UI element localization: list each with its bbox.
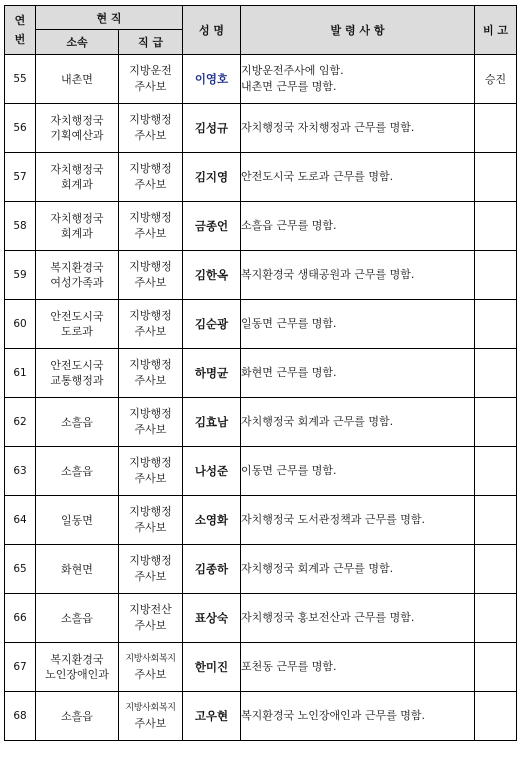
cell-remarks xyxy=(475,398,517,447)
cell-appointment-order xyxy=(241,349,475,398)
cell-rank xyxy=(119,496,183,545)
cell-serial-number: 64 xyxy=(5,496,36,545)
cell-remarks xyxy=(475,349,517,398)
cell-serial-number: 63 xyxy=(5,447,36,496)
appointment-order-line: 일동면 근무를 명함. xyxy=(241,317,337,330)
affiliation-line: 자치행정국 xyxy=(50,163,104,176)
affiliation-line: 내촌면 xyxy=(61,72,93,86)
cell-affiliation xyxy=(36,300,119,349)
cell-rank xyxy=(119,398,183,447)
cell-remarks xyxy=(475,643,517,692)
table-row xyxy=(5,104,517,153)
affiliation-line: 노인장애인과 xyxy=(45,668,109,681)
cell-serial-number: 62 xyxy=(5,398,36,447)
rank-line: 주사보 xyxy=(134,325,167,338)
cell-rank xyxy=(119,104,183,153)
rank-line: 주사보 xyxy=(134,129,167,142)
cell-serial-number: 61 xyxy=(5,349,36,398)
cell-name: 소영화 xyxy=(183,496,241,545)
rank-line: 주사보 xyxy=(134,423,167,436)
cell-serial-number: 57 xyxy=(5,153,36,202)
header-rank: 직 급 xyxy=(119,30,183,55)
appointment-order-line: 이동면 근무를 명함. xyxy=(241,464,337,477)
rank-line: 지방행정 xyxy=(129,211,172,224)
cell-serial-number: 58 xyxy=(5,202,36,251)
appointment-order-line: 자치행정국 회계과 근무를 명함. xyxy=(241,415,394,428)
table-row xyxy=(5,300,517,349)
cell-affiliation xyxy=(36,447,119,496)
rank-line: 주사보 xyxy=(134,521,167,534)
appointment-order-line: 안전도시국 도로과 근무를 명함. xyxy=(241,170,394,183)
cell-remarks xyxy=(475,594,517,643)
cell-name: 고우현 xyxy=(183,692,241,741)
cell-name: 김성규 xyxy=(183,104,241,153)
rank-line: 주사보 xyxy=(134,374,167,387)
rank-line: 지방행정 xyxy=(129,162,172,175)
affiliation-line: 안전도시국 xyxy=(50,359,104,372)
appointment-order-line: 화현면 근무를 명함. xyxy=(241,366,337,379)
header-serial-number xyxy=(5,6,36,55)
cell-rank xyxy=(119,55,183,104)
affiliation-line: 자치행정국 xyxy=(50,212,104,225)
rank-line: 주사보 xyxy=(134,472,167,485)
cell-remarks xyxy=(475,496,517,545)
cell-affiliation xyxy=(36,398,119,447)
cell-appointment-order xyxy=(241,55,475,104)
affiliation-line: 일동면 xyxy=(61,513,93,527)
cell-affiliation xyxy=(36,496,119,545)
cell-appointment-order xyxy=(241,104,475,153)
cell-affiliation xyxy=(36,349,119,398)
cell-serial-number: 60 xyxy=(5,300,36,349)
header-serial-char-1: 연 xyxy=(14,14,26,27)
cell-appointment-order xyxy=(241,398,475,447)
cell-name: 김효남 xyxy=(183,398,241,447)
rank-line: 지방행정 xyxy=(129,505,172,518)
header-current-position: 현 직 xyxy=(36,6,183,30)
cell-affiliation xyxy=(36,692,119,741)
cell-appointment-order xyxy=(241,496,475,545)
cell-remarks xyxy=(475,104,517,153)
table-row xyxy=(5,398,517,447)
rank-line: 주사보 xyxy=(134,227,167,240)
cell-appointment-order xyxy=(241,202,475,251)
table-row xyxy=(5,349,517,398)
cell-name: 김한옥 xyxy=(183,251,241,300)
cell-remarks xyxy=(475,202,517,251)
cell-name: 금종언 xyxy=(183,202,241,251)
cell-appointment-order xyxy=(241,251,475,300)
cell-name: 이영호 xyxy=(183,55,241,104)
cell-name: 김지영 xyxy=(183,153,241,202)
cell-affiliation xyxy=(36,153,119,202)
rank-line: 주사보 xyxy=(134,178,167,191)
affiliation-line: 복지환경국 xyxy=(50,261,104,274)
cell-name: 표상숙 xyxy=(183,594,241,643)
header-affiliation: 소속 xyxy=(36,30,119,55)
affiliation-line: 회계과 xyxy=(61,227,93,240)
cell-appointment-order xyxy=(241,643,475,692)
rank-line: 주사보 xyxy=(134,570,167,583)
cell-appointment-order xyxy=(241,447,475,496)
appointment-order-line: 소흘읍 근무를 명함. xyxy=(241,219,337,232)
rank-line: 지방사회복지 xyxy=(125,654,176,664)
affiliation-line: 안전도시국 xyxy=(50,310,104,323)
rank-line: 지방행정 xyxy=(129,309,172,322)
cell-appointment-order xyxy=(241,300,475,349)
header-name: 성 명 xyxy=(183,6,241,55)
cell-remarks xyxy=(475,447,517,496)
cell-remarks xyxy=(475,692,517,741)
table-row xyxy=(5,692,517,741)
cell-name: 한미진 xyxy=(183,643,241,692)
appointment-order-line: 복지환경국 노인장애인과 근무를 명함. xyxy=(241,709,426,722)
cell-remarks: 승진 xyxy=(475,55,517,104)
cell-affiliation xyxy=(36,202,119,251)
cell-rank xyxy=(119,643,183,692)
rank-line: 지방행정 xyxy=(129,407,172,420)
affiliation-line: 도로과 xyxy=(61,325,93,338)
appointment-order-line: 자치행정국 도서관정책과 근무를 명함. xyxy=(241,513,426,526)
rank-line: 지방행정 xyxy=(129,113,172,126)
rank-line: 주사보 xyxy=(134,276,167,289)
cell-serial-number: 66 xyxy=(5,594,36,643)
affiliation-line: 회계과 xyxy=(61,178,93,191)
rank-line: 지방전산 xyxy=(129,603,172,616)
cell-appointment-order xyxy=(241,692,475,741)
cell-name: 나성준 xyxy=(183,447,241,496)
appointment-order-line: 자치행정국 회계과 근무를 명함. xyxy=(241,562,394,575)
cell-affiliation xyxy=(36,594,119,643)
rank-line: 지방행정 xyxy=(129,260,172,273)
table-body xyxy=(5,55,517,741)
table-row xyxy=(5,496,517,545)
affiliation-line: 소흘읍 xyxy=(61,415,93,429)
cell-name: 하명균 xyxy=(183,349,241,398)
header-remarks: 비 고 xyxy=(475,6,517,55)
affiliation-line: 자치행정국 xyxy=(50,114,104,127)
affiliation-line: 복지환경국 xyxy=(50,653,104,666)
cell-remarks xyxy=(475,300,517,349)
cell-affiliation xyxy=(36,643,119,692)
cell-name: 김순광 xyxy=(183,300,241,349)
table-row xyxy=(5,594,517,643)
header-serial-char-2: 번 xyxy=(14,33,26,46)
appointment-order-line: 복지환경국 생태공원과 근무를 명함. xyxy=(241,268,415,281)
cell-serial-number: 67 xyxy=(5,643,36,692)
affiliation-line: 소흘읍 xyxy=(61,709,93,723)
table-header xyxy=(5,6,517,55)
cell-appointment-order xyxy=(241,594,475,643)
affiliation-line: 소흘읍 xyxy=(61,464,93,478)
cell-remarks xyxy=(475,545,517,594)
cell-rank xyxy=(119,153,183,202)
cell-serial-number: 65 xyxy=(5,545,36,594)
table-row xyxy=(5,202,517,251)
cell-affiliation xyxy=(36,545,119,594)
cell-appointment-order xyxy=(241,153,475,202)
table-row xyxy=(5,643,517,692)
appointment-order-line: 내촌면 근무를 명함. xyxy=(241,80,337,93)
cell-affiliation xyxy=(36,55,119,104)
cell-affiliation xyxy=(36,251,119,300)
table-row xyxy=(5,153,517,202)
rank-line: 주사보 xyxy=(134,717,167,730)
rank-line: 지방행정 xyxy=(129,358,172,371)
table-row xyxy=(5,55,517,104)
appointment-order-line: 자치행정국 홍보전산과 근무를 명함. xyxy=(241,611,415,624)
affiliation-line: 교통행정과 xyxy=(50,374,104,387)
appointment-order-line: 자치행정국 자치행정과 근무를 명함. xyxy=(241,121,415,134)
affiliation-line: 소흘읍 xyxy=(61,611,93,625)
cell-affiliation xyxy=(36,104,119,153)
cell-rank xyxy=(119,300,183,349)
cell-rank xyxy=(119,692,183,741)
cell-serial-number: 56 xyxy=(5,104,36,153)
affiliation-line: 화현면 xyxy=(61,562,93,576)
cell-rank xyxy=(119,202,183,251)
rank-line: 지방사회복지 xyxy=(125,703,176,713)
cell-serial-number: 59 xyxy=(5,251,36,300)
cell-serial-number: 55 xyxy=(5,55,36,104)
cell-name: 김종하 xyxy=(183,545,241,594)
personnel-order-table xyxy=(4,5,517,741)
header-appointment-order: 발 령 사 항 xyxy=(241,6,475,55)
rank-line: 주사보 xyxy=(134,668,167,681)
appointment-order-line: 포천동 근무를 명함. xyxy=(241,660,337,673)
cell-rank xyxy=(119,251,183,300)
affiliation-line: 기획예산과 xyxy=(50,129,104,142)
appointment-order-line: 지방운전주사에 임함. xyxy=(241,64,344,77)
cell-rank xyxy=(119,349,183,398)
rank-line: 주사보 xyxy=(134,619,167,632)
cell-rank xyxy=(119,545,183,594)
cell-remarks xyxy=(475,153,517,202)
rank-line: 지방행정 xyxy=(129,456,172,469)
table-row xyxy=(5,545,517,594)
cell-remarks xyxy=(475,251,517,300)
rank-line: 주사보 xyxy=(134,80,167,93)
cell-rank xyxy=(119,447,183,496)
cell-serial-number: 68 xyxy=(5,692,36,741)
cell-appointment-order xyxy=(241,545,475,594)
cell-rank xyxy=(119,594,183,643)
table-row xyxy=(5,251,517,300)
rank-line: 지방행정 xyxy=(129,554,172,567)
table-row xyxy=(5,447,517,496)
affiliation-line: 여성가족과 xyxy=(50,276,104,289)
rank-line: 지방운전 xyxy=(129,64,172,77)
header-row-top xyxy=(5,6,517,30)
